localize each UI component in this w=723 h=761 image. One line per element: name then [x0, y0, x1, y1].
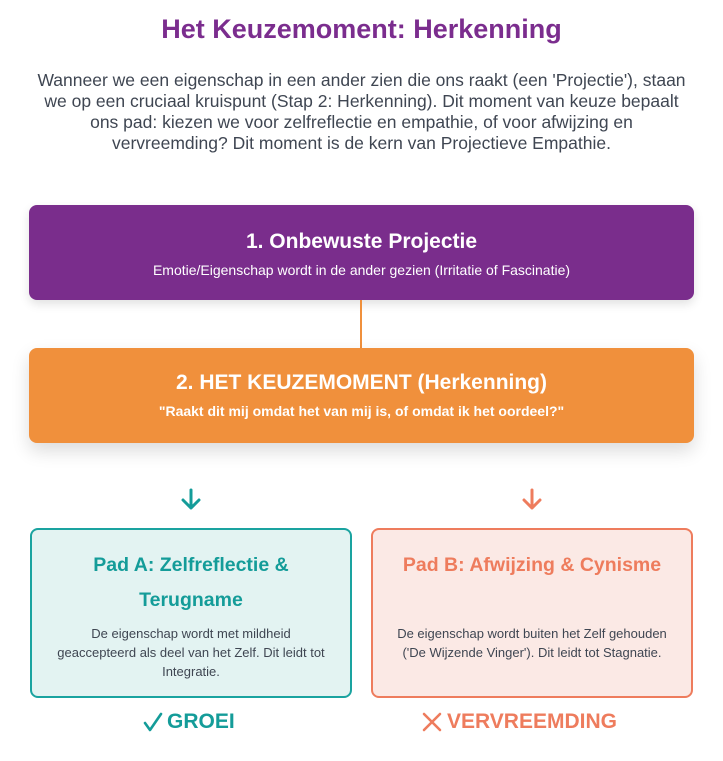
path-a-title: Pad A: Zelfreflectie & Terugname: [93, 554, 289, 611]
intro-text: Wanneer we een eigenschap in een ander zien die ons raakt (een 'Projectie'), staan we op een cruciaal kruispunt (Stap 2: Herkenning). Dit moment van keuze bepaalt ons pad: kiezen we voor zelfreflectie en empathie, of voor afwijzing en vervreemding? Dit moment is de kern van Projectieve Empathie.: [37, 70, 686, 153]
path-b-title: Pad B: Afwijzing & Cynisme: [402, 554, 662, 576]
path-b-text: De eigenschap wordt buiten het Zelf gehouden ('De Wijzende Vinger'). Dit leidt tot Stagnatie.: [397, 626, 667, 660]
path-b-card: [371, 528, 693, 698]
step-2-subtitle: "Raakt dit mij omdat het van mij is, of omdat ik het oordeel?": [158, 403, 565, 419]
outcome-growth-label: GROEI: [167, 710, 235, 733]
connector-line: [360, 300, 362, 348]
arrow-down-icon: [520, 487, 544, 513]
outcome-alienation: [421, 710, 617, 734]
path-a-text: De eigenschap wordt met mildheid geaccepteerd als deel van het Zelf. Dit leidt tot Integratie.: [57, 626, 325, 679]
outcome-growth: [143, 710, 235, 734]
step-2-box: [29, 348, 694, 443]
check-icon: [143, 711, 163, 733]
step-2-title: 2. HET KEUZEMOMENT (Herkenning): [175, 371, 548, 394]
cross-icon: [421, 711, 443, 733]
path-a-card: [30, 528, 352, 698]
arrow-down-icon: [179, 487, 203, 513]
outcome-alienation-label: VERVREEMDING: [447, 710, 617, 733]
step-1-box: [29, 205, 694, 300]
step-1-subtitle: Emotie/Eigenschap wordt in de ander gezien (Irritatie of Fascinatie): [152, 262, 571, 278]
page-title: Het Keuzemoment: Herkenning: [161, 14, 562, 44]
step-1-title: 1. Onbewuste Projectie: [245, 230, 478, 253]
